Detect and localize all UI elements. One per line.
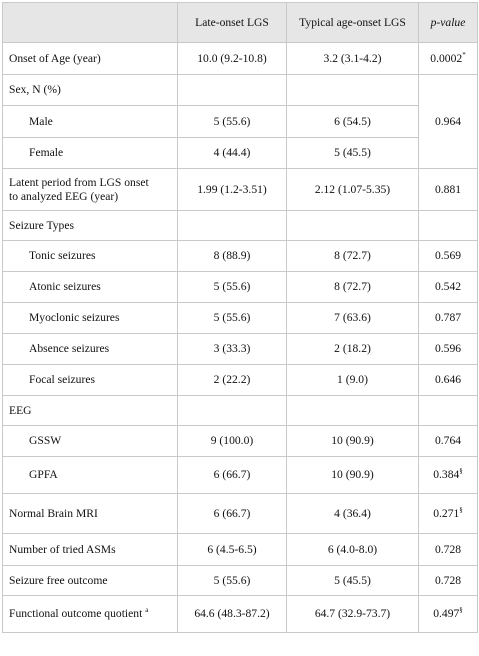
late-value: 5 (55.6): [178, 272, 287, 303]
empty-cell: [287, 211, 419, 241]
table-row: [3, 396, 478, 426]
p-value: 0.787: [419, 303, 478, 334]
row-label: Onset of Age (year): [3, 43, 178, 75]
row-label-cell: [3, 596, 178, 633]
typical-value: 3.2 (3.1-4.2): [287, 43, 419, 75]
comparison-table: [2, 2, 478, 633]
typical-value: 8 (72.7): [287, 241, 419, 272]
table-row: [3, 303, 478, 334]
p-footnote-mark: *: [462, 50, 466, 59]
typical-value: 10 (90.9): [287, 457, 419, 494]
row-label: Myoclonic seizures: [3, 303, 178, 334]
empty-cell: [287, 396, 419, 426]
typical-value: 6 (4.0-8.0): [287, 534, 419, 566]
typical-value: 6 (54.5): [287, 106, 419, 138]
table-row: [3, 457, 478, 494]
late-value: 5 (55.6): [178, 566, 287, 596]
p-value-cell: [419, 596, 478, 633]
late-value: 2 (22.2): [178, 365, 287, 396]
label-footnote-mark: a: [145, 606, 149, 615]
p-value: 0.497: [433, 607, 460, 620]
p-footnote-mark: §: [459, 467, 463, 476]
row-label: Sex, N (%): [3, 75, 178, 106]
table-row: [3, 365, 478, 396]
p-value: 0.596: [419, 334, 478, 365]
late-value: 1.99 (1.2-3.51): [178, 169, 287, 211]
table-row: [3, 241, 478, 272]
row-label: Functional outcome quotient: [9, 607, 143, 620]
empty-cell: [178, 211, 287, 241]
late-value: 3 (33.3): [178, 334, 287, 365]
typical-value: 5 (45.5): [287, 566, 419, 596]
typical-value: 4 (36.4): [287, 494, 419, 534]
row-label: Seizure Types: [3, 211, 178, 241]
table-row: [3, 106, 478, 138]
header-p-value: p-value: [419, 3, 478, 43]
typical-value: 10 (90.9): [287, 426, 419, 457]
header-typical-onset: Typical age-onset LGS: [287, 3, 419, 43]
p-value: 0.764: [419, 426, 478, 457]
typical-value: 2.12 (1.07-5.35): [287, 169, 419, 211]
header-row: [3, 3, 478, 43]
late-value: 8 (88.9): [178, 241, 287, 272]
table-row: [3, 75, 478, 106]
p-value-cell: [419, 43, 478, 75]
typical-value: 2 (18.2): [287, 334, 419, 365]
table-row: [3, 169, 478, 211]
p-value: 0.384: [433, 468, 460, 481]
late-value: 9 (100.0): [178, 426, 287, 457]
row-label: Atonic seizures: [3, 272, 178, 303]
late-value: 5 (55.6): [178, 106, 287, 138]
typical-value: 8 (72.7): [287, 272, 419, 303]
header-label-cell: [3, 3, 178, 43]
header-late-onset: Late-onset LGS: [178, 3, 287, 43]
empty-cell: [287, 75, 419, 106]
row-label: Tonic seizures: [3, 241, 178, 272]
p-value: 0.728: [419, 534, 478, 566]
row-label: Absence seizures: [3, 334, 178, 365]
row-label: Seizure free outcome: [3, 566, 178, 596]
empty-cell: [178, 75, 287, 106]
late-value: 64.6 (48.3-87.2): [178, 596, 287, 633]
empty-cell: [178, 396, 287, 426]
row-label: Number of tried ASMs: [3, 534, 178, 566]
late-value: 10.0 (9.2-10.8): [178, 43, 287, 75]
table-row: [3, 138, 478, 169]
p-value: 0.271: [433, 506, 460, 520]
row-label-line-2: to analyzed EEG (year): [9, 189, 119, 203]
p-footnote-mark: §: [459, 606, 463, 615]
p-value: 0.646: [419, 365, 478, 396]
p-value: 0.569: [419, 241, 478, 272]
late-value: 6 (66.7): [178, 494, 287, 534]
table-row: [3, 534, 478, 566]
p-value: 0.881: [419, 169, 478, 211]
row-label-line-1: Latent period from LGS onset: [9, 175, 149, 189]
late-value: 6 (66.7): [178, 457, 287, 494]
typical-value: 64.7 (32.9-73.7): [287, 596, 419, 633]
p-footnote-mark: §: [459, 505, 463, 514]
row-label: EEG: [3, 396, 178, 426]
empty-cell: [419, 396, 478, 426]
late-value: 5 (55.6): [178, 303, 287, 334]
p-value: 0.0002: [430, 51, 463, 65]
late-value: 6 (4.5-6.5): [178, 534, 287, 566]
table-row: [3, 566, 478, 596]
typical-value: 1 (9.0): [287, 365, 419, 396]
typical-value: 7 (63.6): [287, 303, 419, 334]
row-label: Focal seizures: [3, 365, 178, 396]
row-label: GPFA: [3, 457, 178, 494]
p-value: 0.728: [419, 566, 478, 596]
table-row: [3, 494, 478, 534]
table-row: [3, 272, 478, 303]
row-label: Female: [3, 138, 178, 169]
table-row: [3, 334, 478, 365]
typical-value: 5 (45.5): [287, 138, 419, 169]
late-value: 4 (44.4): [178, 138, 287, 169]
table-row: [3, 596, 478, 633]
p-value-cell: [419, 457, 478, 494]
table-row: [3, 43, 478, 75]
table-row: [3, 426, 478, 457]
row-label: [3, 169, 178, 211]
p-value: 0.542: [419, 272, 478, 303]
row-label: Normal Brain MRI: [3, 494, 178, 534]
p-value-cell: [419, 494, 478, 534]
table-row: [3, 211, 478, 241]
empty-cell: [419, 211, 478, 241]
p-value: 0.964: [419, 75, 478, 169]
row-label: Male: [3, 106, 178, 138]
row-label: GSSW: [3, 426, 178, 457]
